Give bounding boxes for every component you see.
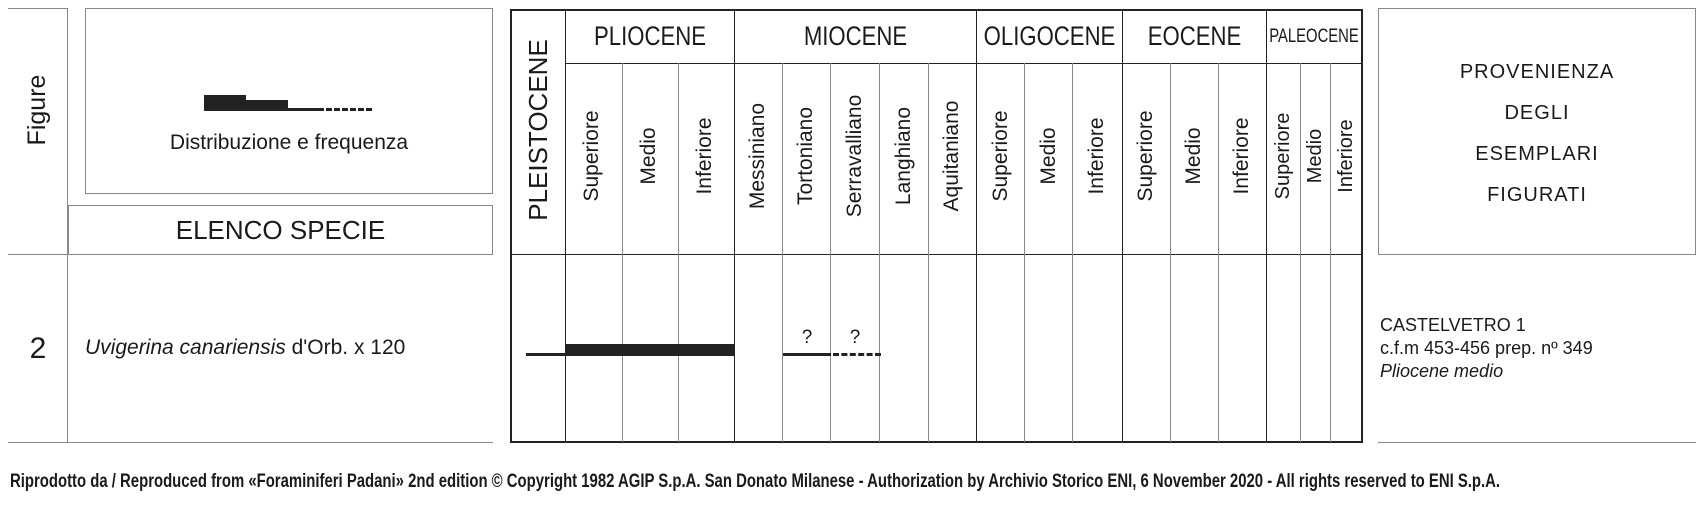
- stage-messiniano: Messiniano: [746, 102, 769, 210]
- rule: [1378, 442, 1696, 443]
- stage-pliocene-inferiore: Inferiore: [693, 117, 716, 195]
- query-mark-serravalliano: ?: [849, 327, 861, 348]
- provenance-depth-prep: c.f.m 453-456 prep. nº 349: [1380, 338, 1593, 358]
- pleistocene-label: PLEISTOCENE: [522, 39, 553, 221]
- provenance-header-line: FIGURATI: [1487, 184, 1587, 206]
- provenance-entry: [1380, 314, 1593, 383]
- species-list-label: ELENCO SPECIE: [175, 214, 386, 245]
- provenance-age: Pliocene medio: [1380, 361, 1504, 381]
- range-tortoniano-thin: [783, 353, 831, 356]
- col-divider: [976, 9, 977, 443]
- legend-text: Distribuzione e frequenza: [169, 131, 409, 154]
- stage-eocene-superiore: Superiore: [1134, 110, 1157, 202]
- range-serravalliano-dashed: [833, 353, 881, 356]
- legend-bar-medium: [246, 100, 288, 111]
- epoch-pliocene: PLIOCENE: [594, 21, 706, 51]
- stage-divider: [879, 63, 880, 442]
- stage-paleocene-medio: Medio: [1303, 128, 1326, 184]
- stage-divider: [830, 63, 831, 442]
- epoch-eocene: EOCENE: [1147, 21, 1242, 51]
- rule: [8, 442, 493, 443]
- species-name: [85, 336, 405, 360]
- stage-divider: [1218, 63, 1219, 442]
- frame-left: [510, 9, 512, 443]
- epoch-paleocene: PALEOCENE: [1269, 25, 1359, 47]
- stage-divider: [1072, 63, 1073, 442]
- stage-oligocene-inferiore: Inferiore: [1085, 117, 1108, 195]
- copyright-footer: Riprodotto da / Reproduced from «Foraminiferi Padani» 2nd edition © Copyright 1982 AGIP S.p.A. San Donato Milanese - Authorization by Archivio Storico ENI, 6 November 2020 - All rights reserved to ENI S.p.A.: [10, 471, 1501, 492]
- stage-oligocene-medio: Medio: [1037, 127, 1060, 185]
- figure-column-label: Figure: [22, 74, 51, 146]
- legend-box: [85, 8, 493, 194]
- stage-pliocene-medio: Medio: [637, 127, 660, 185]
- stage-eocene-medio: Medio: [1182, 127, 1205, 185]
- header-divider: [510, 254, 1362, 255]
- stage-eocene-inferiore: Inferiore: [1230, 117, 1253, 195]
- frame-bottom: [510, 441, 1362, 443]
- col-divider: [1122, 9, 1123, 443]
- stage-divider: [928, 63, 929, 442]
- epoch-miocene: MIOCENE: [803, 21, 908, 51]
- provenance-header: [1378, 52, 1696, 216]
- species-author-scale: d'Orb. x 120: [285, 336, 406, 359]
- stage-langhiano: Langhiano: [892, 106, 915, 206]
- legend-dashed-line: [326, 108, 372, 111]
- stage-paleocene-superiore: Superiore: [1271, 112, 1294, 200]
- stage-serravalliano: Serravalliano: [843, 94, 866, 218]
- provenance-header-line: DEGLI: [1504, 102, 1570, 124]
- figure-number: 2: [29, 331, 47, 365]
- range-pleistocene-thin: [526, 353, 566, 356]
- query-mark-tortoniano: ?: [801, 327, 813, 348]
- legend-bar-thin: [288, 108, 324, 111]
- stage-divider: [782, 63, 783, 442]
- stage-divider: [622, 63, 623, 442]
- col-divider: [734, 9, 735, 443]
- range-pliocene-thick: [566, 344, 734, 356]
- stage-divider: [1024, 63, 1025, 442]
- stage-pliocene-superiore: Superiore: [580, 110, 603, 202]
- rule: [8, 8, 68, 9]
- stage-paleocene-inferiore: Inferiore: [1334, 119, 1357, 193]
- species-name-italic: Uvigerina canariensis: [85, 336, 286, 359]
- provenance-well: CASTELVETRO 1: [1380, 315, 1526, 335]
- stage-tortoniano: Tortoniano: [794, 106, 817, 206]
- provenance-header-line: ESEMPLARI: [1475, 143, 1599, 165]
- rule: [8, 254, 493, 255]
- epoch-oligocene: OLIGOCENE: [983, 21, 1116, 51]
- legend-bar-thick: [204, 95, 246, 111]
- stage-divider: [1170, 63, 1171, 442]
- col-divider: [565, 9, 566, 443]
- stage-aquitaniano: Aquitaniano: [940, 100, 963, 212]
- stage-oligocene-superiore: Superiore: [989, 110, 1012, 202]
- provenance-header-line: PROVENIENZA: [1459, 61, 1615, 83]
- stage-divider: [678, 63, 679, 442]
